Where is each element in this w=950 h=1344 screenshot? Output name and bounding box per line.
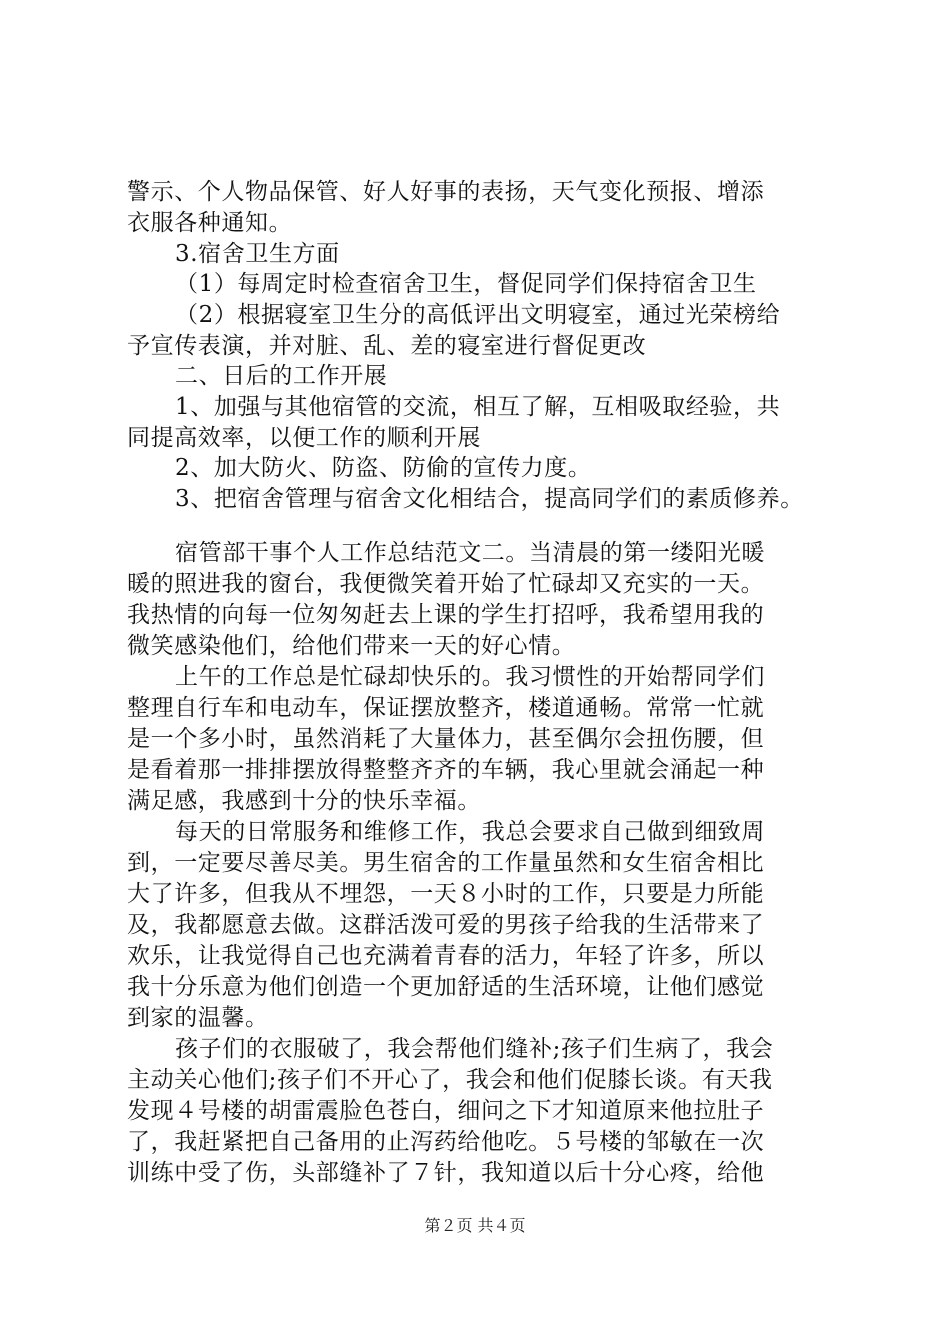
text-line: 及，我都愿意去做。这群活泼可爱的男孩子给我的生活带来了 [127, 912, 765, 938]
text-line: 宿管部干事个人工作总结范文二。当清晨的第一缕阳光暖 [175, 540, 765, 566]
text-line: （2）根据寝室卫生分的高低评出文明寝室，通过光荣榜给 [175, 302, 781, 328]
text-line: 欢乐，让我觉得自己也充满着青春的活力，年轻了许多，所以 [127, 943, 765, 969]
text-line: 是看着那一排排摆放得整整齐齐的车辆，我心里就会涌起一种 [127, 757, 765, 783]
text-line: 我热情的向每一位匆匆赶去上课的学生打招呼，我希望用我的 [127, 602, 765, 628]
text-line: 孩子们的衣服破了，我会帮他们缝补;孩子们生病了，我会 [175, 1036, 774, 1062]
text-line: 警示、个人物品保管、好人好事的表扬，天气变化预报、增添 [127, 179, 765, 205]
section-heading: 二、日后的工作开展 [175, 363, 388, 389]
text-line: 训练中受了伤，头部缝补了７针，我知道以后十分心疼，给他 [127, 1160, 765, 1186]
text-line: 同提高效率，以便工作的顺利开展 [127, 425, 481, 451]
text-line: 2、加大防火、防盗、防偷的宣传力度。 [175, 455, 592, 481]
text-line: 满足感，我感到十分的快乐幸福。 [127, 788, 481, 814]
text-line: 发现４号楼的胡雷震脸色苍白，细问之下才知道原来他拉肚子 [127, 1098, 765, 1124]
text-line: 到，一定要尽善尽美。男生宿舍的工作量虽然和女生宿舍相比 [127, 850, 765, 876]
text-line: 主动关心他们;孩子们不开心了，我会和他们促膝长谈。有天我 [127, 1067, 773, 1093]
text-line: 我十分乐意为他们创造一个更加舒适的生活环境，让他们感觉 [127, 974, 765, 1000]
page-number-footer: 第２页 共４页 [424, 1216, 526, 1235]
text-line: 衣服各种通知。 [127, 210, 293, 236]
text-line: 到家的温馨。 [127, 1005, 269, 1031]
text-line: 暖的照进我的窗台，我便微笑着开始了忙碌却又充实的一天。 [127, 571, 765, 597]
text-line: 3.宿舍卫生方面 [175, 241, 340, 267]
text-line: （1）每周定时检查宿舍卫生，督促同学们保持宿舍卫生 [175, 271, 757, 297]
text-line: 予宣传表演，并对脏、乱、差的寝室进行督促更改 [127, 333, 647, 359]
text-line: 整理自行车和电动车，保证摆放整齐，楼道通畅。常常一忙就 [127, 695, 765, 721]
text-line: 每天的日常服务和维修工作，我总会要求自己做到细致周 [175, 819, 765, 845]
text-line: 1、加强与其他宿管的交流，相互了解，互相吸取经验，共 [175, 394, 781, 420]
text-line: 大了许多，但我从不埋怨，一天８小时的工作，只要是力所能 [127, 881, 765, 907]
text-line: 上午的工作总是忙碌却快乐的。我习惯性的开始帮同学们 [175, 664, 765, 690]
text-line: 是一个多小时，虽然消耗了大量体力，甚至偶尔会扭伤腰，但 [127, 726, 765, 752]
text-line: 3、把宿舍管理与宿舍文化相结合，提高同学们的素质修养。 [175, 486, 804, 512]
text-line: 微笑感染他们，给他们带来一天的好心情。 [127, 633, 576, 659]
text-line: 了，我赶紧把自己备用的止泻药给他吃。５号楼的邹敏在一次 [127, 1129, 765, 1155]
